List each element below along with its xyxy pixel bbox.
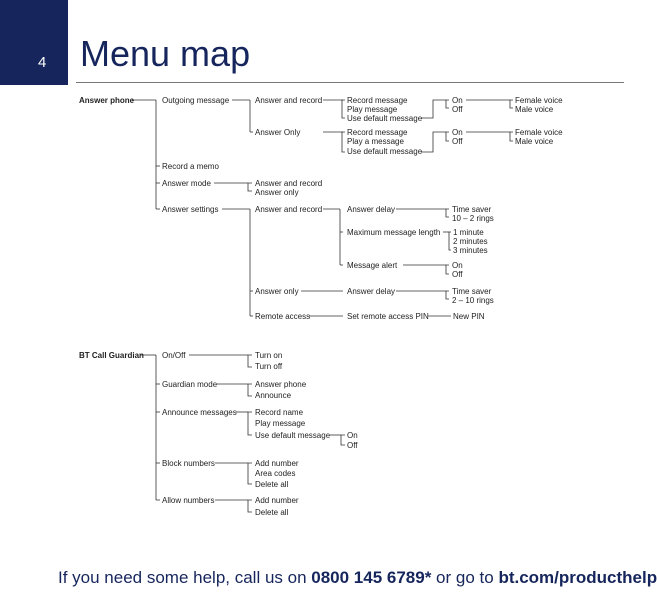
menu-cg-use-default-message: Use default message (255, 431, 331, 440)
page-number: 4 (38, 54, 47, 71)
menu-cg-off: Off (347, 441, 358, 450)
menu-oam-answer-and-record: Answer and record (255, 96, 323, 105)
menu-female-voice-2: Female voice (515, 128, 563, 137)
menu-settings-answer-and-record: Answer and record (255, 205, 323, 214)
footer-middle: or go to (431, 568, 499, 587)
menu-settings-answer-only: Answer only (255, 287, 299, 296)
menu-off-3: Off (452, 270, 463, 279)
menu-new-pin: New PIN (453, 312, 485, 321)
help-url-link[interactable]: bt.com/producthelp (498, 568, 657, 587)
menu-delay-10-2: 10 – 2 rings (452, 214, 494, 223)
menu-answer-delay-2: Answer delay (347, 287, 396, 296)
menu-on-3: On (452, 261, 463, 270)
menu-message-alert: Message alert (347, 261, 398, 270)
menu-answer-mode: Answer mode (162, 179, 211, 188)
menu-answer-delay-1: Answer delay (347, 205, 396, 214)
menu-set-remote-access-pin: Set remote access PIN (347, 312, 429, 321)
menu-time-saver-2: Time saver (452, 287, 492, 296)
menu-record-message-2: Record message (347, 128, 408, 137)
menu-oam-answer-only: Answer Only (255, 128, 301, 137)
menu-mode-answer-and-record: Answer and record (255, 179, 323, 188)
menu-guardian-mode: Guardian mode (162, 380, 218, 389)
menu-play-a-message-2: Play a message (347, 137, 404, 146)
footer-prefix: If you need some help, call us on (58, 568, 312, 587)
menu-use-default-message-1: Use default message (347, 114, 423, 123)
menu-on-off: On/Off (162, 351, 186, 360)
menu-female-voice-1: Female voice (515, 96, 563, 105)
menu-block-add-number: Add number (255, 459, 299, 468)
help-footer (58, 568, 657, 588)
page-title: Menu map (80, 33, 251, 74)
menu-male-voice-2: Male voice (515, 137, 554, 146)
menu-record-a-memo: Record a memo (162, 162, 219, 171)
menu-record-message-1: Record message (347, 96, 408, 105)
menu-3-minutes: 3 minutes (453, 246, 488, 255)
menu-bt-call-guardian: BT Call Guardian (79, 351, 144, 360)
menu-announce: Announce (255, 391, 292, 400)
menu-allow-add-number: Add number (255, 496, 299, 505)
menu-block-delete-all: Delete all (255, 480, 289, 489)
menu-cg-on: On (347, 431, 358, 440)
menu-allow-numbers: Allow numbers (162, 496, 215, 505)
menu-area-codes: Area codes (255, 469, 296, 478)
menu-cg-play-message: Play message (255, 419, 306, 428)
menu-turn-on: Turn on (255, 351, 283, 360)
menu-2-minutes: 2 minutes (453, 237, 488, 246)
menu-off-2: Off (452, 137, 463, 146)
menu-allow-delete-all: Delete all (255, 508, 289, 517)
help-phone-number[interactable]: 0800 145 6789* (311, 568, 432, 587)
menu-record-name: Record name (255, 408, 304, 417)
menu-use-default-message-2: Use default message (347, 147, 423, 156)
menu-answer-settings: Answer settings (162, 205, 219, 214)
menu-male-voice-1: Male voice (515, 105, 554, 114)
menu-delay-2-10: 2 – 10 rings (452, 296, 494, 305)
menu-block-numbers: Block numbers (162, 459, 215, 468)
menu-remote-access: Remote access (255, 312, 311, 321)
menu-play-message-1: Play message (347, 105, 398, 114)
menu-announce-messages: Announce messages (162, 408, 237, 417)
menu-turn-off: Turn off (255, 362, 283, 371)
menu-mode-answer-only: Answer only (255, 188, 299, 197)
menu-answer-phone: Answer phone (79, 96, 135, 105)
menu-guardian-answer-phone: Answer phone (255, 380, 307, 389)
menu-maximum-message-length: Maximum message length (347, 228, 441, 237)
menu-on-1: On (452, 96, 463, 105)
menu-1-minute: 1 minute (453, 228, 484, 237)
menu-off-1: Off (452, 105, 463, 114)
menu-time-saver-1: Time saver (452, 205, 492, 214)
menu-on-2: On (452, 128, 463, 137)
menu-outgoing-message: Outgoing message (162, 96, 230, 105)
